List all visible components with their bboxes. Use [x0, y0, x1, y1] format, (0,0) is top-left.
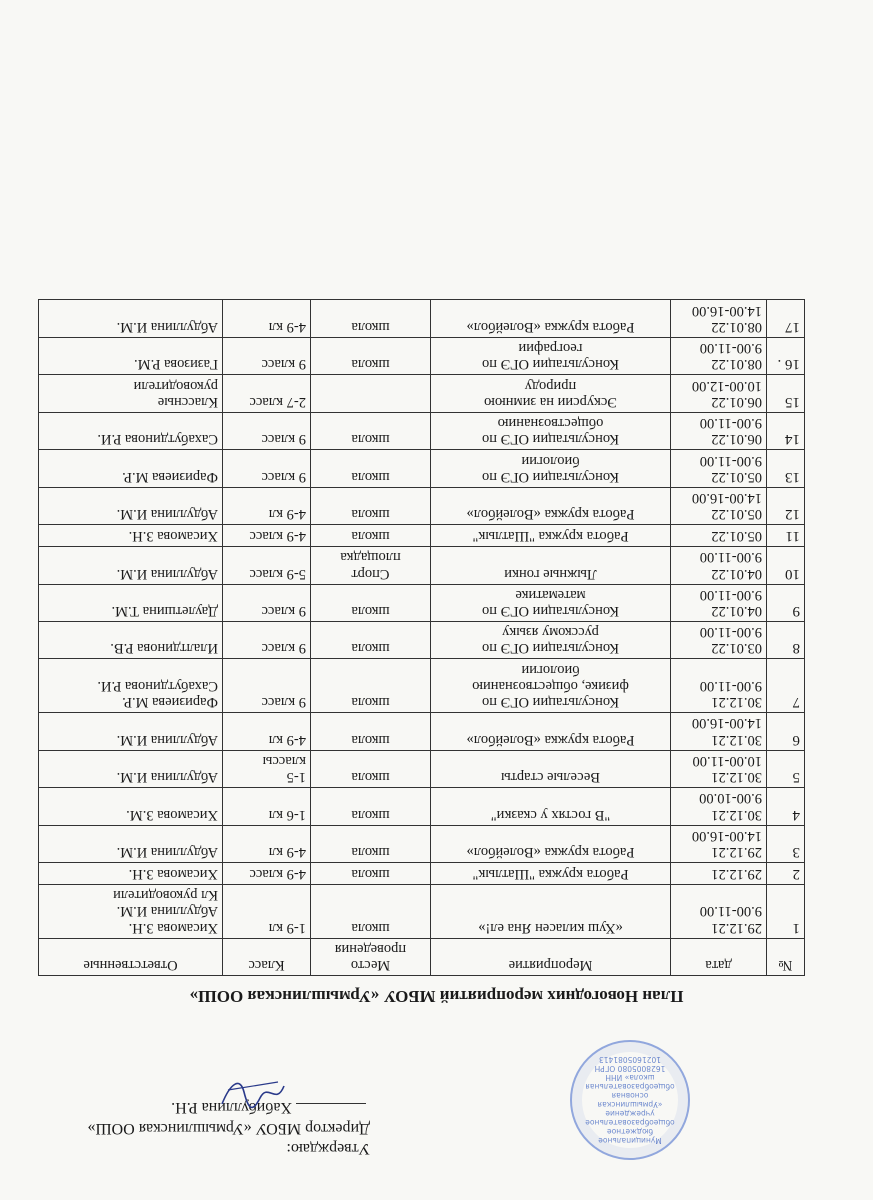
- cell-event: [431, 713, 671, 750]
- cell-class: [223, 337, 311, 374]
- cell-place: [311, 547, 431, 584]
- cell-place-line: школа: [351, 468, 390, 485]
- cell-date: [671, 337, 767, 374]
- cell-class: [223, 884, 311, 938]
- cell-date-line: 30.12.21: [711, 731, 762, 748]
- cell-event: [431, 375, 671, 412]
- cell-class-line: 2-7 класс: [249, 393, 306, 410]
- cell-event: [431, 525, 671, 547]
- cell-responsible: [39, 337, 223, 374]
- cell-num: 7: [767, 659, 805, 713]
- cell-place: [311, 337, 431, 374]
- cell-class-line: 9 класс: [261, 602, 306, 619]
- cell-responsible-line: Абдуллина И.М.: [116, 318, 218, 335]
- table-row: [39, 412, 805, 449]
- table-row: [39, 300, 805, 337]
- cell-responsible-line: Илалтдинова Р.В.: [110, 640, 218, 657]
- cell-date-line: 10.00-12.00: [691, 377, 762, 394]
- cell-event: [431, 547, 671, 584]
- cell-place: [311, 713, 431, 750]
- cell-place: [311, 412, 431, 449]
- cell-event: [431, 750, 671, 787]
- cell-place-line: школа: [351, 640, 390, 657]
- cell-date-line: 30.12.21: [711, 769, 762, 786]
- cell-date-line: 05.01.22: [711, 528, 762, 545]
- cell-class-line: 4-9 кл: [268, 506, 306, 523]
- table-body: [39, 300, 805, 938]
- cell-date: [671, 525, 767, 547]
- cell-class: [223, 412, 311, 449]
- cell-date: [671, 547, 767, 584]
- cell-event: [431, 450, 671, 487]
- cell-responsible: [39, 863, 223, 885]
- cell-responsible-line: Хисамова З.Н.: [128, 528, 218, 545]
- cell-event-line: Лыжные гонки: [504, 565, 597, 582]
- cell-event: [431, 621, 671, 658]
- cell-place: [311, 584, 431, 621]
- cell-num: 3: [767, 825, 805, 862]
- cell-date-line: 30.12.21: [711, 694, 762, 711]
- cell-place-line: школа: [351, 356, 390, 373]
- cell-responsible-line: Хисамова З.М.: [126, 806, 218, 823]
- cell-event-line: математике: [515, 586, 586, 603]
- cell-responsible-line: Абдуллина И.М.: [116, 903, 218, 920]
- cell-event-line: Консультации ОГЭ по: [481, 468, 620, 485]
- official-stamp: [570, 1040, 690, 1160]
- table-row: [39, 750, 805, 787]
- cell-event: [431, 337, 671, 374]
- cell-responsible: [39, 621, 223, 658]
- cell-responsible: [39, 375, 223, 412]
- cell-date: [671, 863, 767, 885]
- cell-class-line: 4-9 класс: [249, 865, 306, 882]
- table-row: [39, 450, 805, 487]
- cell-class: [223, 375, 311, 412]
- header-class: Класс: [223, 938, 311, 975]
- cell-num: 16 .: [767, 337, 805, 374]
- cell-date: [671, 659, 767, 713]
- cell-date-line: 30.12.21: [711, 806, 762, 823]
- cell-class: [223, 525, 311, 547]
- cell-date: [671, 788, 767, 825]
- cell-date-line: 14.00-16.00: [691, 715, 762, 732]
- cell-date: [671, 375, 767, 412]
- cell-responsible-line: Абдуллина И.М.: [116, 565, 218, 582]
- cell-event-line: Работа кружка «Волейбол»: [466, 506, 635, 523]
- cell-responsible-line: Кл руководители: [113, 887, 218, 904]
- header-place-line: Место: [350, 957, 391, 973]
- cell-num: 14: [767, 412, 805, 449]
- cell-responsible: [39, 825, 223, 862]
- header-num: №: [767, 938, 805, 975]
- header-place: [311, 938, 431, 975]
- cell-responsible-line: Сахабутдинова Р.И.: [97, 677, 218, 694]
- cell-class-line: 4-9 кл: [268, 844, 306, 861]
- cell-class-line: 9 класс: [261, 431, 306, 448]
- cell-responsible-line: Газизова Р.М.: [134, 356, 218, 373]
- table-header-row: [39, 938, 805, 975]
- cell-class: [223, 450, 311, 487]
- cell-num: 1: [767, 884, 805, 938]
- cell-responsible-line: Сахабутдинова Р.И.: [97, 431, 218, 448]
- cell-responsible: [39, 659, 223, 713]
- cell-date-line: 29.12.21: [711, 865, 762, 882]
- cell-place-line: школа: [351, 431, 390, 448]
- cell-date-line: 9.00-11.00: [699, 903, 762, 920]
- cell-class-line: 4-9 кл: [268, 731, 306, 748]
- cell-event: [431, 487, 671, 524]
- header-event: Мероприятие: [431, 938, 671, 975]
- cell-num: 15: [767, 375, 805, 412]
- cell-num: 11: [767, 525, 805, 547]
- cell-event: [431, 412, 671, 449]
- cell-date-line: 05.01.22: [711, 468, 762, 485]
- cell-class: [223, 863, 311, 885]
- table-row: [39, 525, 805, 547]
- cell-place-line: школа: [351, 528, 390, 545]
- cell-responsible-line: Абдуллина И.М.: [116, 769, 218, 786]
- cell-num: 12: [767, 487, 805, 524]
- cell-date-line: 14.00-16.00: [691, 827, 762, 844]
- cell-place: [311, 487, 431, 524]
- table-row: [39, 659, 805, 713]
- table-row: [39, 337, 805, 374]
- cell-responsible-line: Абдуллина И.М.: [116, 506, 218, 523]
- cell-date-line: 9.00-11.00: [699, 586, 762, 603]
- cell-place-line: школа: [351, 318, 390, 335]
- cell-date-line: 9.00-11.00: [699, 415, 762, 432]
- cell-class: [223, 487, 311, 524]
- cell-place: [311, 825, 431, 862]
- cell-event-line: природу: [524, 377, 577, 394]
- cell-place-line: школа: [351, 806, 390, 823]
- cell-responsible-line: Абдуллина И.М.: [116, 731, 218, 748]
- cell-responsible: [39, 487, 223, 524]
- cell-responsible-line: Хисамова З.Н.: [128, 919, 218, 936]
- cell-place-line: школа: [351, 769, 390, 786]
- cell-place: [311, 884, 431, 938]
- cell-responsible: [39, 713, 223, 750]
- cell-event: [431, 584, 671, 621]
- table-row: [39, 825, 805, 862]
- cell-date-line: 05.01.22: [711, 506, 762, 523]
- cell-date-line: 29.12.21: [711, 844, 762, 861]
- cell-date-line: 9.00-11.00: [699, 549, 762, 566]
- cell-date: [671, 621, 767, 658]
- cell-date-line: 29.12.21: [711, 919, 762, 936]
- cell-responsible: [39, 547, 223, 584]
- cell-place: [311, 788, 431, 825]
- cell-event-line: Веселые старты: [500, 769, 601, 786]
- header-place-line: проведения: [334, 940, 407, 957]
- cell-responsible: [39, 788, 223, 825]
- table-row: [39, 547, 805, 584]
- cell-place-line: площадка: [340, 549, 401, 566]
- cell-event: [431, 659, 671, 713]
- cell-date: [671, 884, 767, 938]
- cell-responsible: [39, 412, 223, 449]
- cell-date: [671, 825, 767, 862]
- cell-num: 17: [767, 300, 805, 337]
- cell-class: [223, 788, 311, 825]
- cell-event-line: Консультации ОГЭ по: [481, 694, 620, 711]
- approval-line-2: Директор МБОУ «Урмышлинская ООШ»: [87, 1119, 370, 1137]
- cell-class: [223, 750, 311, 787]
- cell-place: [311, 750, 431, 787]
- table-row: [39, 713, 805, 750]
- cell-responsible: [39, 525, 223, 547]
- cell-class-line: 9 класс: [261, 694, 306, 711]
- cell-event-line: Эскурсии на зимнюю: [484, 393, 617, 410]
- cell-responsible-line: Даулетшина Т.М.: [111, 602, 218, 619]
- cell-place: [311, 621, 431, 658]
- cell-responsible-line: Классные: [157, 393, 218, 410]
- cell-event-line: обществознанию: [497, 415, 604, 432]
- cell-place: [311, 863, 431, 885]
- table-row: [39, 584, 805, 621]
- cell-date-line: 06.01.22: [711, 431, 762, 448]
- cell-date-line: 08.01.22: [711, 356, 762, 373]
- table-row: [39, 884, 805, 938]
- cell-event-line: Работа кружка "Шатлык": [472, 865, 629, 882]
- cell-class-line: 1-5: [286, 769, 306, 786]
- cell-num: 13: [767, 450, 805, 487]
- cell-responsible: [39, 584, 223, 621]
- cell-responsible-line: руководители: [133, 377, 218, 394]
- cell-responsible: [39, 450, 223, 487]
- cell-num: 9: [767, 584, 805, 621]
- cell-class-line: 9 класс: [261, 356, 306, 373]
- cell-event-line: Консультации ОГЭ по: [481, 431, 620, 448]
- cell-date: [671, 713, 767, 750]
- cell-date-line: 06.01.22: [711, 393, 762, 410]
- cell-place-line: школа: [351, 506, 390, 523]
- cell-date-line: 04.01.22: [711, 565, 762, 582]
- cell-date-line: 9.00-11.00: [699, 624, 762, 641]
- cell-place-line: школа: [351, 844, 390, 861]
- handwritten-signature: [218, 1078, 288, 1112]
- cell-class-line: 9 класс: [261, 640, 306, 657]
- cell-event-line: Работа кружка «Волейбол»: [466, 318, 635, 335]
- cell-event-line: русскому языку: [502, 624, 599, 641]
- cell-class-line: 5-9 класс: [249, 565, 306, 582]
- cell-date: [671, 300, 767, 337]
- table-row: [39, 788, 805, 825]
- header-resp: Ответственные: [39, 938, 223, 975]
- approval-line-1: Утверждаю:: [286, 1140, 370, 1157]
- cell-num: 10: [767, 547, 805, 584]
- cell-responsible: [39, 884, 223, 938]
- table-row: [39, 375, 805, 412]
- cell-date-line: 9.00-10.00: [699, 790, 762, 807]
- cell-date: [671, 487, 767, 524]
- cell-responsible-line: Абдуллина И.М.: [116, 844, 218, 861]
- cell-num: 5: [767, 750, 805, 787]
- cell-date: [671, 450, 767, 487]
- table-row: [39, 863, 805, 885]
- cell-class: [223, 547, 311, 584]
- cell-date-line: 9.00-11.00: [699, 677, 762, 694]
- signature-line: [296, 1103, 366, 1104]
- cell-num: 4: [767, 788, 805, 825]
- cell-class-line: 1-9 кл: [268, 919, 306, 936]
- cell-date: [671, 584, 767, 621]
- director-name: Хабибуллина Р.Н.: [171, 1099, 292, 1117]
- cell-event: [431, 788, 671, 825]
- cell-place-line: школа: [351, 694, 390, 711]
- cell-class-line: 4-9 класс: [249, 528, 306, 545]
- cell-class: [223, 300, 311, 337]
- cell-responsible: [39, 750, 223, 787]
- cell-responsible-line: Фаризиева М.Р.: [122, 468, 218, 485]
- stamp-text: Муниципальное бюджетное общеобразовательное учреждение «Урмышлинская основная общеобразовательная школа» ИНН 1628005080 ОГРН 1021605081413: [585, 1055, 675, 1145]
- cell-place-line: школа: [351, 919, 390, 936]
- cell-num: 6: [767, 713, 805, 750]
- cell-event: [431, 884, 671, 938]
- table-row: [39, 487, 805, 524]
- cell-place: [311, 300, 431, 337]
- cell-event-line: Консультации ОГЭ по: [481, 356, 620, 373]
- cell-event-line: "В гостях у сказки": [490, 806, 611, 823]
- cell-event-line: «Хуш киласен Яна ел!»: [478, 919, 623, 936]
- cell-event-line: Работа кружка "Шатлык": [472, 528, 629, 545]
- cell-date-line: 14.00-16.00: [691, 302, 762, 319]
- cell-date: [671, 750, 767, 787]
- table-row: [39, 621, 805, 658]
- cell-class-line: классы: [262, 752, 306, 769]
- cell-event-line: биологии: [521, 452, 580, 469]
- document-title: План Новогодних мероприятий МБОУ «Урмышлинская ООШ»: [189, 987, 684, 1006]
- cell-class: [223, 621, 311, 658]
- cell-responsible-line: Фаризиева М.Р.: [122, 694, 218, 711]
- cell-event-line: Работа кружка «Волейбол»: [466, 844, 635, 861]
- cell-date-line: 10.00-11.00: [692, 752, 762, 769]
- cell-place-line: школа: [351, 731, 390, 748]
- cell-place: [311, 375, 431, 412]
- cell-responsible: [39, 300, 223, 337]
- cell-event-line: Консультации ОГЭ по: [481, 602, 620, 619]
- cell-event: [431, 863, 671, 885]
- cell-class-line: 1-6 кл: [268, 806, 306, 823]
- cell-date: [671, 412, 767, 449]
- cell-date-line: 9.00-11.00: [699, 340, 762, 357]
- cell-responsible-line: Хисамова З.Н.: [128, 865, 218, 882]
- cell-num: 8: [767, 621, 805, 658]
- cell-place: [311, 659, 431, 713]
- cell-class: [223, 659, 311, 713]
- cell-place-line: школа: [351, 865, 390, 882]
- cell-num: 2: [767, 863, 805, 885]
- cell-date-line: 14.00-16.00: [691, 490, 762, 507]
- cell-class: [223, 713, 311, 750]
- cell-class: [223, 584, 311, 621]
- cell-event: [431, 825, 671, 862]
- cell-class-line: 4-9 кл: [268, 318, 306, 335]
- cell-date-line: 03.01.22: [711, 640, 762, 657]
- cell-date-line: 9.00-11.00: [699, 452, 762, 469]
- cell-class-line: 9 класс: [261, 468, 306, 485]
- cell-event-line: географии: [518, 340, 583, 357]
- cell-date-line: 08.01.22: [711, 318, 762, 335]
- cell-place-line: Спорт: [351, 565, 390, 582]
- cell-event-line: Работа кружка «Волейбол»: [466, 731, 635, 748]
- cell-place-line: школа: [351, 602, 390, 619]
- header-date: дата: [671, 938, 767, 975]
- cell-place: [311, 525, 431, 547]
- cell-event-line: физике, обществознанию: [472, 677, 629, 694]
- cell-date-line: 04.01.22: [711, 602, 762, 619]
- cell-place: [311, 450, 431, 487]
- events-table: [38, 299, 805, 976]
- cell-event-line: биологии: [521, 661, 580, 678]
- cell-event: [431, 300, 671, 337]
- cell-event-line: Консультации ОГЭ по: [481, 640, 620, 657]
- cell-class: [223, 825, 311, 862]
